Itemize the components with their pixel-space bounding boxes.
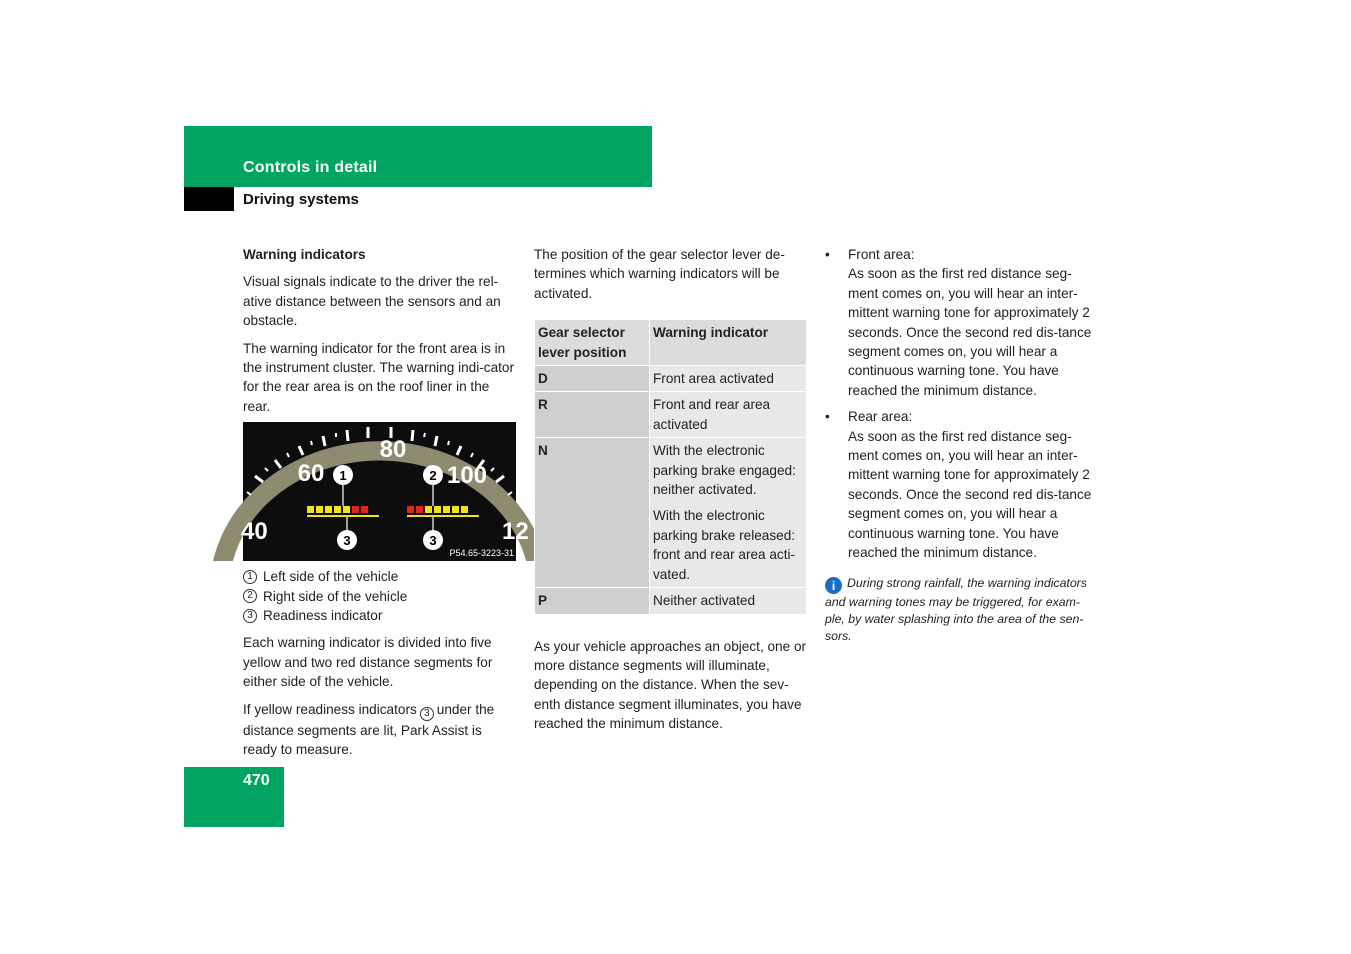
gear-position-p: P (535, 588, 650, 614)
instrument-cluster-figure (241, 422, 529, 561)
indicator-r: Front and rear area activated (650, 392, 807, 438)
header-bar (184, 126, 652, 187)
indicator-n-engaged: With the electronic parking brake engaged: neither activated. (653, 443, 796, 498)
bullet-marker: • (825, 247, 830, 262)
bullet-front-title: Front area: (848, 247, 915, 262)
paragraph-readiness (243, 700, 519, 760)
paragraph-indicator-location: The warning indicator for the front area is in the instrument cluster. The warning indi-cator for the rear area is on the roof liner in the rear. (243, 340, 514, 414)
readiness-text-end: under the distance segments are lit, Park Assist is ready to measure. (243, 701, 495, 758)
paragraph-segments: Each warning indicator is divided into five yellow and two red distance segments for either side of the vehicle. (243, 635, 493, 690)
info-note (825, 575, 1097, 645)
header-gear-position: Gear selector lever position (535, 320, 650, 366)
gear-position-d: D (535, 366, 650, 392)
bullet-marker: • (825, 409, 830, 425)
legend-number-3: 3 (243, 609, 257, 623)
table-row-n (535, 438, 807, 588)
legend-number-1: 1 (243, 570, 257, 584)
figure-legend (243, 567, 519, 625)
legend-item-right-side (243, 587, 519, 606)
bullet-rear-text: As soon as the first red distance seg-ment comes on, you will hear an inter-mittent warning tone for approximately 2 seconds. Once the second red dis-tance segment comes on, you will hear a continuous warning tone. You have reached the minimum distance. (848, 428, 1092, 561)
section-tab-marker (184, 187, 234, 211)
speed-label-edge-left: 40 (241, 518, 268, 546)
speed-label-edge-right: 12 (502, 518, 529, 546)
table-row-r (535, 392, 807, 438)
gear-position-n: N (535, 438, 650, 588)
page-number: 470 (243, 772, 270, 789)
legend-label-2: Right side of the vehicle (263, 588, 408, 604)
section-title: Controls in detail (243, 159, 378, 176)
info-icon: i (825, 577, 842, 594)
bullet-rear-area (825, 407, 1097, 562)
indicator-n (650, 438, 807, 588)
table-row-d (535, 366, 807, 392)
gear-intro: The position of the gear selector lever de-termines which warning indicators will be activated. (534, 247, 785, 301)
paragraph-visual-signals: Visual signals indicate to the driver the rel-ative distance between the sensors and an obstacle. (243, 274, 501, 329)
warning-indicators-heading: Warning indicators (243, 247, 366, 262)
column-middle (534, 245, 810, 742)
table-row-p (535, 588, 807, 614)
gear-position-r: R (535, 392, 650, 438)
approach-paragraph: As your vehicle approaches an object, one or more distance segments will illuminate, depending on the distance. When the sev-enth distance segment illuminates, you have reached the minimum distance. (534, 638, 807, 732)
indicator-d: Front area activated (650, 366, 807, 392)
bullet-front-area (825, 245, 1097, 400)
figure-reference: P54.65-3223-31 (449, 548, 514, 559)
marker-1: 1 (339, 468, 347, 484)
column-right (825, 245, 1097, 645)
bullet-front-text: As soon as the first red distance seg-ment comes on, you will hear an inter-mittent warning tone for approximately 2 seconds. Once the second red dis-tance segment comes on, you will hear a continuous warning tone. You have reached the minimum distance. (848, 266, 1092, 398)
indicator-p: Neither activated (650, 588, 807, 614)
marker-3-right: 3 (429, 533, 437, 549)
speed-label-left: 60 (297, 460, 325, 488)
bullet-rear-title: Rear area: (848, 409, 913, 425)
legend-item-left-side (243, 567, 519, 586)
marker-3-left: 3 (343, 533, 351, 549)
marker-2: 2 (429, 468, 437, 484)
gear-selector-table (534, 319, 807, 614)
legend-label-3: Readiness indicator (263, 608, 383, 624)
legend-number-2: 2 (243, 589, 257, 603)
indicator-n-released: With the electronic parking brake released: front and rear area acti-vated. (653, 508, 796, 582)
header-warning-indicator: Warning indicator (650, 320, 807, 366)
readiness-number: 3 (420, 707, 434, 721)
table-header-row (535, 320, 807, 366)
readiness-text-start: If yellow readiness indicators (243, 701, 417, 717)
speed-label-right: 100 (446, 462, 488, 490)
speed-label-top: 80 (379, 436, 407, 464)
column-left (241, 245, 529, 768)
info-note-text: During strong rainfall, the warning indicators and warning tones may be triggered, for exam-ple, by water splashing into the area of the sen-sors. (825, 575, 1087, 643)
subsection-title: Driving systems (243, 191, 359, 208)
legend-label-1: Left side of the vehicle (263, 569, 399, 585)
legend-item-readiness (243, 606, 519, 625)
